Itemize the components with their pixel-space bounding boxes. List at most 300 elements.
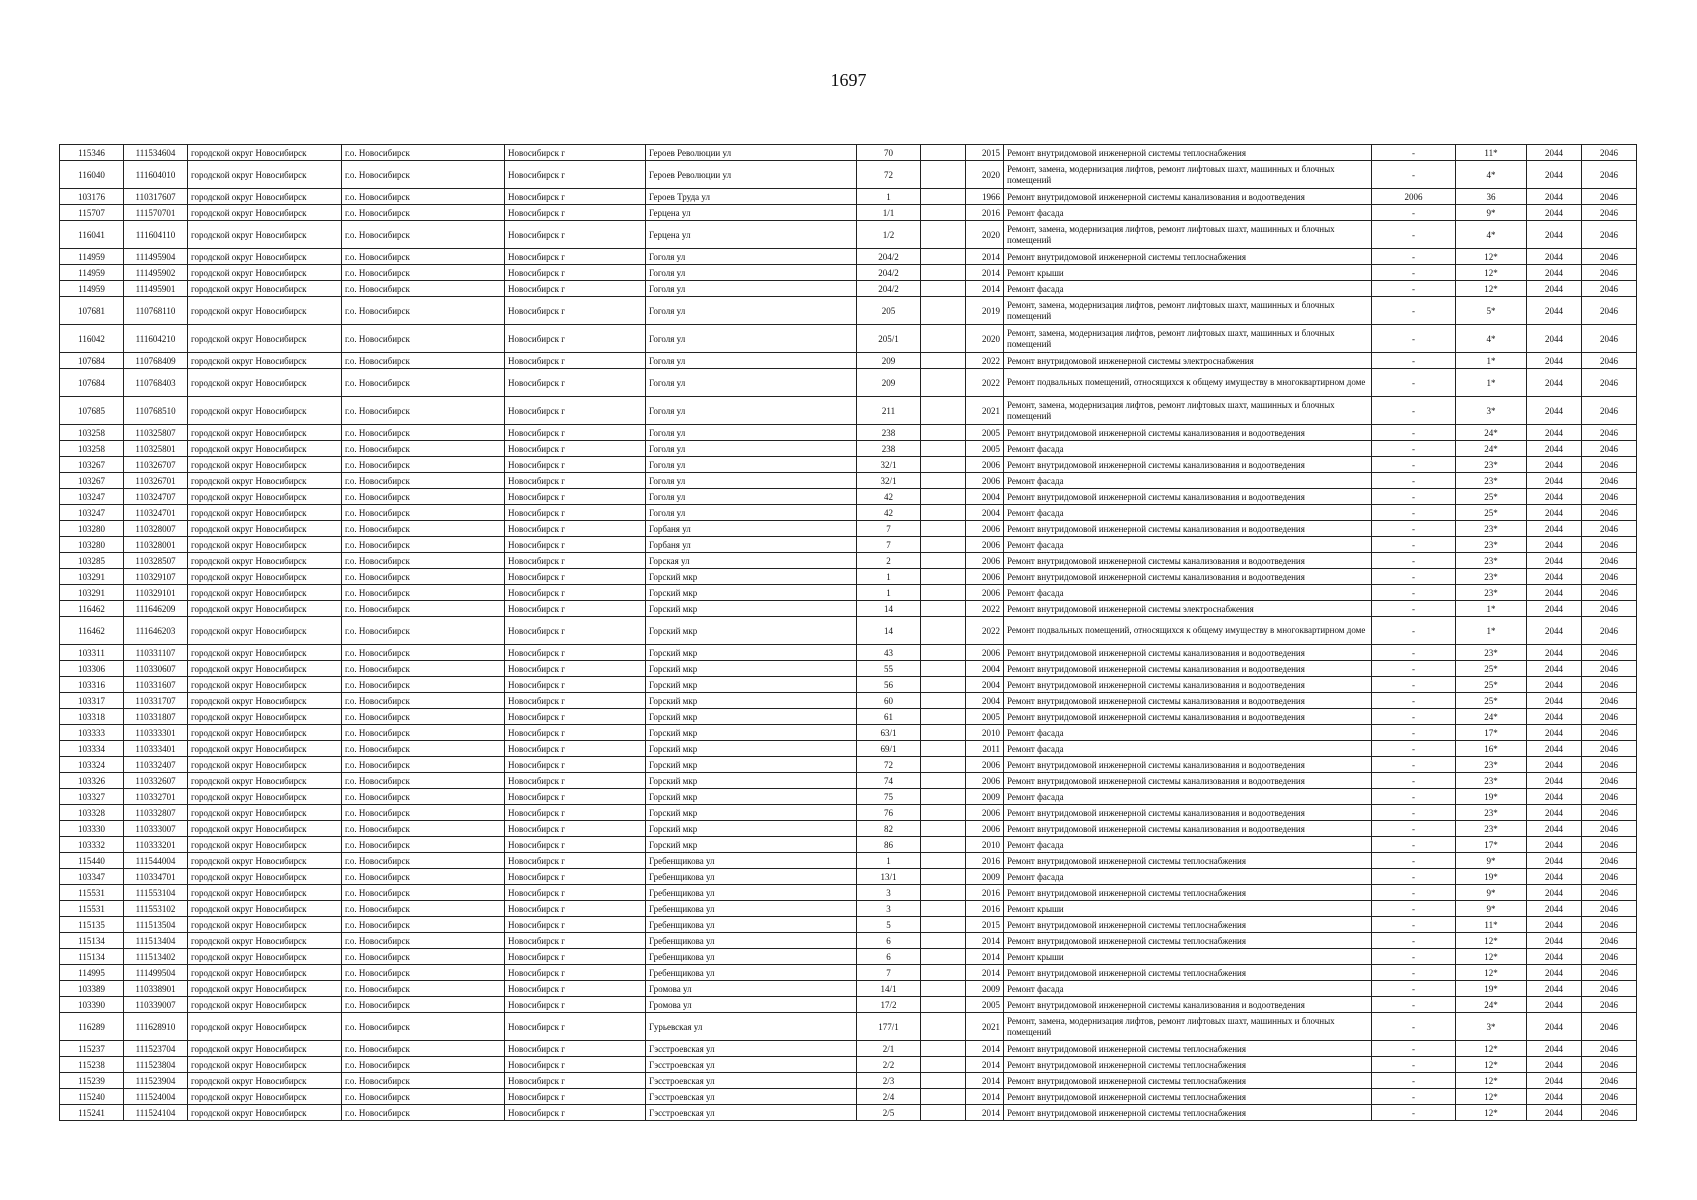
work-id-cell: 111628910 [124, 1013, 188, 1041]
age-cell: 19* [1456, 981, 1527, 997]
plan-start-cell: 2044 [1527, 661, 1582, 677]
municipality-cell: городской округ Новосибирск [188, 869, 342, 885]
plan-end-cell: 2046 [1582, 601, 1637, 617]
building-cell [921, 965, 966, 981]
plan-end-cell: 2046 [1582, 981, 1637, 997]
age-cell: 12* [1456, 1105, 1527, 1121]
last-repair-year-cell: - [1372, 725, 1456, 741]
building-cell [921, 441, 966, 457]
house-id-cell: 103267 [60, 473, 124, 489]
locality-cell: Новосибирск г [505, 805, 646, 821]
table-row [60, 1105, 1637, 1121]
district-cell: г.о. Новосибирск [342, 205, 505, 221]
last-repair-year-cell: - [1372, 1013, 1456, 1041]
table-row [60, 325, 1637, 353]
page-number: 1697 [830, 70, 867, 90]
age-cell: 12* [1456, 933, 1527, 949]
plan-start-cell: 2044 [1527, 1013, 1582, 1041]
house-number-cell: 13/1 [857, 869, 921, 885]
year-cell: 2014 [966, 1073, 1004, 1089]
house-number-cell: 56 [857, 677, 921, 693]
work-type-cell: Ремонт внутридомовой инженерной системы теплоснабжения [1004, 885, 1372, 901]
work-id-cell: 111495901 [124, 281, 188, 297]
work-type-cell: Ремонт, замена, модернизация лифтов, ремонт лифтовых шахт, машинных и блочных помещений [1004, 1013, 1372, 1041]
locality-cell: Новосибирск г [505, 949, 646, 965]
last-repair-year-cell: - [1372, 997, 1456, 1013]
locality-cell: Новосибирск г [505, 661, 646, 677]
municipality-cell: городской округ Новосибирск [188, 265, 342, 281]
house-number-cell: 55 [857, 661, 921, 677]
age-cell: 11* [1456, 917, 1527, 933]
plan-start-cell: 2044 [1527, 397, 1582, 425]
plan-end-cell: 2046 [1582, 161, 1637, 189]
plan-end-cell: 2046 [1582, 1089, 1637, 1105]
locality-cell: Новосибирск г [505, 965, 646, 981]
year-cell: 2022 [966, 601, 1004, 617]
work-type-cell: Ремонт фасада [1004, 281, 1372, 297]
table-row [60, 965, 1637, 981]
work-id-cell: 110334701 [124, 869, 188, 885]
year-cell: 2014 [966, 265, 1004, 281]
work-type-cell: Ремонт внутридомовой инженерной системы канализования и водоотведения [1004, 757, 1372, 773]
last-repair-year-cell: - [1372, 789, 1456, 805]
house-number-cell: 72 [857, 161, 921, 189]
work-type-cell: Ремонт фасада [1004, 473, 1372, 489]
house-number-cell: 6 [857, 949, 921, 965]
district-cell: г.о. Новосибирск [342, 537, 505, 553]
house-number-cell: 1/1 [857, 205, 921, 221]
table-row [60, 1089, 1637, 1105]
plan-start-cell: 2044 [1527, 917, 1582, 933]
work-type-cell: Ремонт фасада [1004, 585, 1372, 601]
year-cell: 2021 [966, 397, 1004, 425]
building-cell [921, 789, 966, 805]
table-row [60, 161, 1637, 189]
table-row [60, 869, 1637, 885]
building-cell [921, 221, 966, 249]
work-type-cell: Ремонт фасада [1004, 441, 1372, 457]
district-cell: г.о. Новосибирск [342, 473, 505, 489]
work-type-cell: Ремонт фасада [1004, 837, 1372, 853]
work-type-cell: Ремонт внутридомовой инженерной системы теплоснабжения [1004, 933, 1372, 949]
table-row [60, 369, 1637, 397]
locality-cell: Новосибирск г [505, 1089, 646, 1105]
work-id-cell: 110329101 [124, 585, 188, 601]
building-cell [921, 949, 966, 965]
locality-cell: Новосибирск г [505, 1013, 646, 1041]
street-cell: Горский мкр [646, 585, 857, 601]
year-cell: 2005 [966, 709, 1004, 725]
year-cell: 2009 [966, 869, 1004, 885]
year-cell: 2016 [966, 205, 1004, 221]
district-cell: г.о. Новосибирск [342, 981, 505, 997]
age-cell: 9* [1456, 885, 1527, 901]
district-cell: г.о. Новосибирск [342, 189, 505, 205]
table-row [60, 281, 1637, 297]
house-number-cell: 205/1 [857, 325, 921, 353]
district-cell: г.о. Новосибирск [342, 757, 505, 773]
district-cell: г.о. Новосибирск [342, 1041, 505, 1057]
house-number-cell: 2/3 [857, 1073, 921, 1089]
house-id-cell: 116462 [60, 617, 124, 645]
work-id-cell: 110768510 [124, 397, 188, 425]
building-cell [921, 249, 966, 265]
year-cell: 2004 [966, 677, 1004, 693]
age-cell: 23* [1456, 473, 1527, 489]
work-id-cell: 111604210 [124, 325, 188, 353]
work-type-cell: Ремонт внутридомовой инженерной системы канализования и водоотведения [1004, 677, 1372, 693]
last-repair-year-cell: - [1372, 353, 1456, 369]
municipality-cell: городской округ Новосибирск [188, 789, 342, 805]
plan-end-cell: 2046 [1582, 773, 1637, 789]
plan-start-cell: 2044 [1527, 369, 1582, 397]
locality-cell: Новосибирск г [505, 601, 646, 617]
municipality-cell: городской округ Новосибирск [188, 601, 342, 617]
plan-end-cell: 2046 [1582, 265, 1637, 281]
last-repair-year-cell: - [1372, 1105, 1456, 1121]
table-row [60, 145, 1637, 161]
house-number-cell: 6 [857, 933, 921, 949]
work-type-cell: Ремонт крыши [1004, 265, 1372, 281]
table-row [60, 693, 1637, 709]
house-number-cell: 204/2 [857, 281, 921, 297]
work-id-cell: 110332701 [124, 789, 188, 805]
work-type-cell: Ремонт внутридомовой инженерной системы теплоснабжения [1004, 853, 1372, 869]
work-id-cell: 110768110 [124, 297, 188, 325]
street-cell: Горский мкр [646, 789, 857, 805]
district-cell: г.о. Новосибирск [342, 933, 505, 949]
age-cell: 17* [1456, 725, 1527, 741]
district-cell: г.о. Новосибирск [342, 1013, 505, 1041]
district-cell: г.о. Новосибирск [342, 617, 505, 645]
year-cell: 2006 [966, 553, 1004, 569]
age-cell: 25* [1456, 677, 1527, 693]
year-cell: 2011 [966, 741, 1004, 757]
locality-cell: Новосибирск г [505, 505, 646, 521]
last-repair-year-cell: - [1372, 981, 1456, 997]
work-id-cell: 111544004 [124, 853, 188, 869]
street-cell: Горский мкр [646, 617, 857, 645]
age-cell: 23* [1456, 773, 1527, 789]
municipality-cell: городской округ Новосибирск [188, 997, 342, 1013]
house-number-cell: 2 [857, 553, 921, 569]
plan-start-cell: 2044 [1527, 645, 1582, 661]
plan-start-cell: 2044 [1527, 281, 1582, 297]
municipality-cell: городской округ Новосибирск [188, 773, 342, 789]
table-row [60, 677, 1637, 693]
work-type-cell: Ремонт внутридомовой инженерной системы теплоснабжения [1004, 917, 1372, 933]
building-cell [921, 1041, 966, 1057]
street-cell: Герцена ул [646, 221, 857, 249]
locality-cell: Новосибирск г [505, 297, 646, 325]
plan-end-cell: 2046 [1582, 693, 1637, 709]
year-cell: 2014 [966, 1105, 1004, 1121]
table-row [60, 617, 1637, 645]
year-cell: 2014 [966, 949, 1004, 965]
house-number-cell: 17/2 [857, 997, 921, 1013]
district-cell: г.о. Новосибирск [342, 853, 505, 869]
locality-cell: Новосибирск г [505, 457, 646, 473]
last-repair-year-cell: - [1372, 249, 1456, 265]
work-id-cell: 110332607 [124, 773, 188, 789]
plan-end-cell: 2046 [1582, 505, 1637, 521]
locality-cell: Новосибирск г [505, 489, 646, 505]
locality-cell: Новосибирск г [505, 425, 646, 441]
locality-cell: Новосибирск г [505, 265, 646, 281]
table-row [60, 397, 1637, 425]
plan-end-cell: 2046 [1582, 869, 1637, 885]
house-number-cell: 204/2 [857, 249, 921, 265]
locality-cell: Новосибирск г [505, 901, 646, 917]
work-type-cell: Ремонт внутридомовой инженерной системы теплоснабжения [1004, 249, 1372, 265]
plan-start-cell: 2044 [1527, 441, 1582, 457]
building-cell [921, 725, 966, 741]
plan-end-cell: 2046 [1582, 189, 1637, 205]
street-cell: Гоголя ул [646, 457, 857, 473]
street-cell: Гэсстроевская ул [646, 1073, 857, 1089]
street-cell: Гоголя ул [646, 369, 857, 397]
house-number-cell: 3 [857, 901, 921, 917]
house-number-cell: 14 [857, 601, 921, 617]
work-id-cell: 111523704 [124, 1041, 188, 1057]
plan-start-cell: 2044 [1527, 505, 1582, 521]
district-cell: г.о. Новосибирск [342, 1073, 505, 1089]
table-row [60, 805, 1637, 821]
year-cell: 2006 [966, 473, 1004, 489]
year-cell: 2021 [966, 1013, 1004, 1041]
district-cell: г.о. Новосибирск [342, 161, 505, 189]
work-id-cell: 110768409 [124, 353, 188, 369]
year-cell: 2006 [966, 821, 1004, 837]
district-cell: г.о. Новосибирск [342, 489, 505, 505]
year-cell: 2006 [966, 773, 1004, 789]
work-id-cell: 110317607 [124, 189, 188, 205]
plan-end-cell: 2046 [1582, 457, 1637, 473]
plan-end-cell: 2046 [1582, 821, 1637, 837]
locality-cell: Новосибирск г [505, 789, 646, 805]
age-cell: 23* [1456, 645, 1527, 661]
house-id-cell: 103326 [60, 773, 124, 789]
age-cell: 12* [1456, 1073, 1527, 1089]
locality-cell: Новосибирск г [505, 917, 646, 933]
work-type-cell: Ремонт подвальных помещений, относящихся к общему имуществу в многоквартирном доме [1004, 369, 1372, 397]
table-row [60, 853, 1637, 869]
district-cell: г.о. Новосибирск [342, 661, 505, 677]
last-repair-year-cell: - [1372, 537, 1456, 553]
street-cell: Гребенщикова ул [646, 965, 857, 981]
locality-cell: Новосибирск г [505, 997, 646, 1013]
locality-cell: Новосибирск г [505, 869, 646, 885]
house-number-cell: 204/2 [857, 265, 921, 281]
house-id-cell: 103285 [60, 553, 124, 569]
building-cell [921, 997, 966, 1013]
district-cell: г.о. Новосибирск [342, 425, 505, 441]
house-id-cell: 103347 [60, 869, 124, 885]
table-row [60, 773, 1637, 789]
last-repair-year-cell: - [1372, 617, 1456, 645]
municipality-cell: городской округ Новосибирск [188, 249, 342, 265]
house-id-cell: 114995 [60, 965, 124, 981]
municipality-cell: городской округ Новосибирск [188, 161, 342, 189]
plan-end-cell: 2046 [1582, 1041, 1637, 1057]
year-cell: 2015 [966, 917, 1004, 933]
year-cell: 2006 [966, 805, 1004, 821]
building-cell [921, 981, 966, 997]
house-id-cell: 107684 [60, 353, 124, 369]
plan-end-cell: 2046 [1582, 145, 1637, 161]
age-cell: 12* [1456, 281, 1527, 297]
district-cell: г.о. Новосибирск [342, 441, 505, 457]
house-id-cell: 115241 [60, 1105, 124, 1121]
plan-start-cell: 2044 [1527, 569, 1582, 585]
work-id-cell: 110332407 [124, 757, 188, 773]
work-type-cell: Ремонт внутридомовой инженерной системы канализования и водоотведения [1004, 821, 1372, 837]
house-number-cell: 211 [857, 397, 921, 425]
street-cell: Гребенщикова ул [646, 949, 857, 965]
work-id-cell: 111523904 [124, 1073, 188, 1089]
table-row [60, 553, 1637, 569]
last-repair-year-cell: - [1372, 489, 1456, 505]
age-cell: 12* [1456, 249, 1527, 265]
work-id-cell: 111495902 [124, 265, 188, 281]
house-number-cell: 1 [857, 189, 921, 205]
table-row [60, 1041, 1637, 1057]
plan-start-cell: 2044 [1527, 553, 1582, 569]
last-repair-year-cell: - [1372, 853, 1456, 869]
work-id-cell: 110768403 [124, 369, 188, 397]
house-number-cell: 75 [857, 789, 921, 805]
municipality-cell: городской округ Новосибирск [188, 805, 342, 821]
street-cell: Гоголя ул [646, 425, 857, 441]
district-cell: г.о. Новосибирск [342, 1105, 505, 1121]
municipality-cell: городской округ Новосибирск [188, 1105, 342, 1121]
age-cell: 19* [1456, 789, 1527, 805]
last-repair-year-cell: - [1372, 161, 1456, 189]
age-cell: 12* [1456, 1041, 1527, 1057]
year-cell: 2006 [966, 585, 1004, 601]
table-row [60, 981, 1637, 997]
district-cell: г.о. Новосибирск [342, 145, 505, 161]
house-number-cell: 1/2 [857, 221, 921, 249]
work-id-cell: 111534604 [124, 145, 188, 161]
district-cell: г.о. Новосибирск [342, 741, 505, 757]
street-cell: Горский мкр [646, 569, 857, 585]
work-type-cell: Ремонт внутридомовой инженерной системы канализования и водоотведения [1004, 457, 1372, 473]
locality-cell: Новосибирск г [505, 773, 646, 789]
plan-end-cell: 2046 [1582, 933, 1637, 949]
house-id-cell: 103317 [60, 693, 124, 709]
last-repair-year-cell: - [1372, 741, 1456, 757]
locality-cell: Новосибирск г [505, 397, 646, 425]
district-cell: г.о. Новосибирск [342, 917, 505, 933]
year-cell: 2016 [966, 853, 1004, 869]
plan-end-cell: 2046 [1582, 789, 1637, 805]
municipality-cell: городской округ Новосибирск [188, 397, 342, 425]
street-cell: Героев Революции ул [646, 145, 857, 161]
last-repair-year-cell: - [1372, 425, 1456, 441]
house-number-cell: 1 [857, 585, 921, 601]
work-id-cell: 110324707 [124, 489, 188, 505]
locality-cell: Новосибирск г [505, 645, 646, 661]
table-row [60, 821, 1637, 837]
locality-cell: Новосибирск г [505, 885, 646, 901]
plan-start-cell: 2044 [1527, 617, 1582, 645]
municipality-cell: городской округ Новосибирск [188, 325, 342, 353]
building-cell [921, 917, 966, 933]
municipality-cell: городской округ Новосибирск [188, 189, 342, 205]
work-type-cell: Ремонт внутридомовой инженерной системы канализования и водоотведения [1004, 569, 1372, 585]
age-cell: 4* [1456, 161, 1527, 189]
table-row [60, 489, 1637, 505]
house-id-cell: 114959 [60, 281, 124, 297]
last-repair-year-cell: - [1372, 757, 1456, 773]
house-number-cell: 43 [857, 645, 921, 661]
street-cell: Горский мкр [646, 725, 857, 741]
work-id-cell: 110326707 [124, 457, 188, 473]
district-cell: г.о. Новосибирск [342, 677, 505, 693]
district-cell: г.о. Новосибирск [342, 805, 505, 821]
table-row [60, 789, 1637, 805]
house-number-cell: 86 [857, 837, 921, 853]
work-id-cell: 111513504 [124, 917, 188, 933]
building-cell [921, 853, 966, 869]
plan-end-cell: 2046 [1582, 489, 1637, 505]
street-cell: Горский мкр [646, 741, 857, 757]
street-cell: Гоголя ул [646, 489, 857, 505]
table-row [60, 709, 1637, 725]
house-id-cell: 116042 [60, 325, 124, 353]
house-id-cell: 103291 [60, 569, 124, 585]
repair-schedule-table [59, 144, 1637, 1121]
municipality-cell: городской округ Новосибирск [188, 1073, 342, 1089]
age-cell: 9* [1456, 901, 1527, 917]
last-repair-year-cell: - [1372, 145, 1456, 161]
building-cell [921, 837, 966, 853]
last-repair-year-cell: - [1372, 901, 1456, 917]
plan-end-cell: 2046 [1582, 885, 1637, 901]
plan-end-cell: 2046 [1582, 473, 1637, 489]
street-cell: Гоголя ул [646, 265, 857, 281]
street-cell: Гоголя ул [646, 249, 857, 265]
house-id-cell: 103247 [60, 489, 124, 505]
work-type-cell: Ремонт внутридомовой инженерной системы канализования и водоотведения [1004, 489, 1372, 505]
house-id-cell: 115707 [60, 205, 124, 221]
municipality-cell: городской округ Новосибирск [188, 677, 342, 693]
table-row [60, 885, 1637, 901]
plan-end-cell: 2046 [1582, 369, 1637, 397]
last-repair-year-cell: - [1372, 821, 1456, 837]
locality-cell: Новосибирск г [505, 1073, 646, 1089]
year-cell: 2004 [966, 693, 1004, 709]
house-id-cell: 116462 [60, 601, 124, 617]
house-id-cell: 115134 [60, 949, 124, 965]
district-cell: г.о. Новосибирск [342, 901, 505, 917]
age-cell: 16* [1456, 741, 1527, 757]
age-cell: 23* [1456, 805, 1527, 821]
work-id-cell: 111604010 [124, 161, 188, 189]
building-cell [921, 473, 966, 489]
work-id-cell: 110333201 [124, 837, 188, 853]
locality-cell: Новосибирск г [505, 189, 646, 205]
district-cell: г.о. Новосибирск [342, 965, 505, 981]
house-id-cell: 103333 [60, 725, 124, 741]
district-cell: г.о. Новосибирск [342, 457, 505, 473]
table-row [60, 757, 1637, 773]
street-cell: Горский мкр [646, 601, 857, 617]
house-number-cell: 70 [857, 145, 921, 161]
locality-cell: Новосибирск г [505, 981, 646, 997]
work-type-cell: Ремонт внутридомовой инженерной системы канализования и водоотведения [1004, 661, 1372, 677]
